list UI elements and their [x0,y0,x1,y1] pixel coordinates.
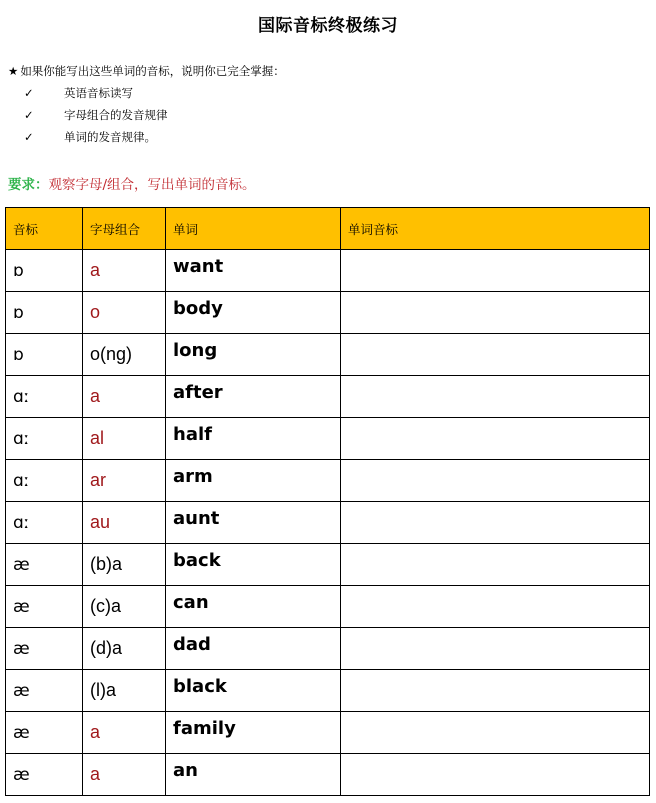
letter-combo-cell: (c)a [83,586,166,628]
answer-cell[interactable] [341,754,650,796]
word-text: long [173,340,218,361]
phonetic-symbol-cell: æ [6,586,83,628]
word-cell [166,586,341,628]
bullet-item [24,82,168,104]
table-row [6,586,650,628]
letter-combo-cell: (l)a [83,670,166,712]
answer-cell[interactable] [341,250,650,292]
requirement-text: 观察字母/组合，写出单词的音标。 [48,177,256,193]
phonetic-symbol-cell: ɒ [6,250,83,292]
header-word: 单词 [166,208,341,250]
word-text: an [173,760,198,781]
word-text: black [173,676,227,697]
bullet-list [24,82,168,148]
table-row [6,376,650,418]
phonetic-symbol-cell: æ [6,754,83,796]
letter-combo-cell: a [83,712,166,754]
answer-cell[interactable] [341,334,650,376]
header-combo: 字母组合 [83,208,166,250]
word-cell [166,712,341,754]
header-symbol: 音标 [6,208,83,250]
table-row [6,754,650,796]
letter-combo-cell: a [83,754,166,796]
requirement-label: 要求： [8,177,49,193]
word-text: want [173,256,224,277]
bullet-text: 字母组合的发音规律 [64,108,168,122]
phonetic-symbol-cell: æ [6,712,83,754]
phonetic-symbol-cell: ɑː [6,502,83,544]
letter-combo-cell: a [83,250,166,292]
answer-cell[interactable] [341,292,650,334]
word-text: body [173,298,223,319]
phonetic-symbol-cell: ɑː [6,460,83,502]
table-header-row [6,208,650,250]
word-cell [166,502,341,544]
table-row [6,502,650,544]
word-cell [166,628,341,670]
phonetic-symbol-cell: ɑː [6,418,83,460]
word-text: family [173,718,236,739]
requirement-line [8,175,256,195]
checkmark-icon: ✓ [24,130,34,144]
word-text: dad [173,634,211,655]
letter-combo-cell: au [83,502,166,544]
word-cell [166,250,341,292]
word-cell [166,334,341,376]
table-row [6,544,650,586]
answer-cell[interactable] [341,460,650,502]
phonetic-symbol-cell: æ [6,544,83,586]
phonetics-table [5,207,650,796]
bullet-text: 英语音标读写 [64,86,133,100]
phonetic-symbol-cell: ɒ [6,334,83,376]
checkmark-icon: ✓ [24,86,34,100]
table-row [6,670,650,712]
answer-cell[interactable] [341,670,650,712]
bullet-item [24,126,168,148]
star-icon: ★ [8,64,19,78]
word-cell [166,376,341,418]
word-cell [166,544,341,586]
page-title: 国际音标终极练习 [258,16,398,36]
word-text: back [173,550,221,571]
answer-cell[interactable] [341,586,650,628]
phonetic-symbol-cell: ɑː [6,376,83,418]
answer-cell[interactable] [341,376,650,418]
answer-cell[interactable] [341,628,650,670]
intro-text: 如果你能写出这些单词的音标，说明你已完全掌握： [20,64,285,78]
word-cell [166,754,341,796]
bullet-item [24,104,168,126]
answer-cell[interactable] [341,712,650,754]
letter-combo-cell: al [83,418,166,460]
table-row [6,250,650,292]
answer-cell[interactable] [341,502,650,544]
letter-combo-cell: (d)a [83,628,166,670]
word-text: after [173,382,223,403]
word-cell [166,418,341,460]
checkmark-icon: ✓ [24,108,34,122]
table-row [6,460,650,502]
answer-cell[interactable] [341,418,650,460]
answer-cell[interactable] [341,544,650,586]
word-text: half [173,424,212,445]
table-row [6,418,650,460]
intro-line [8,64,285,79]
word-cell [166,670,341,712]
letter-combo-cell: o(ng) [83,334,166,376]
table-row [6,628,650,670]
phonetic-symbol-cell: ɒ [6,292,83,334]
word-cell [166,292,341,334]
word-text: can [173,592,209,613]
header-answer: 单词音标 [341,208,650,250]
letter-combo-cell: a [83,376,166,418]
phonetic-symbol-cell: æ [6,628,83,670]
bullet-text: 单词的发音规律。 [64,130,156,144]
phonetic-symbol-cell: æ [6,670,83,712]
letter-combo-cell: (b)a [83,544,166,586]
word-text: arm [173,466,213,487]
table-row [6,712,650,754]
word-cell [166,460,341,502]
table-row [6,334,650,376]
table-row [6,292,650,334]
letter-combo-cell: ar [83,460,166,502]
word-text: aunt [173,508,220,529]
letter-combo-cell: o [83,292,166,334]
